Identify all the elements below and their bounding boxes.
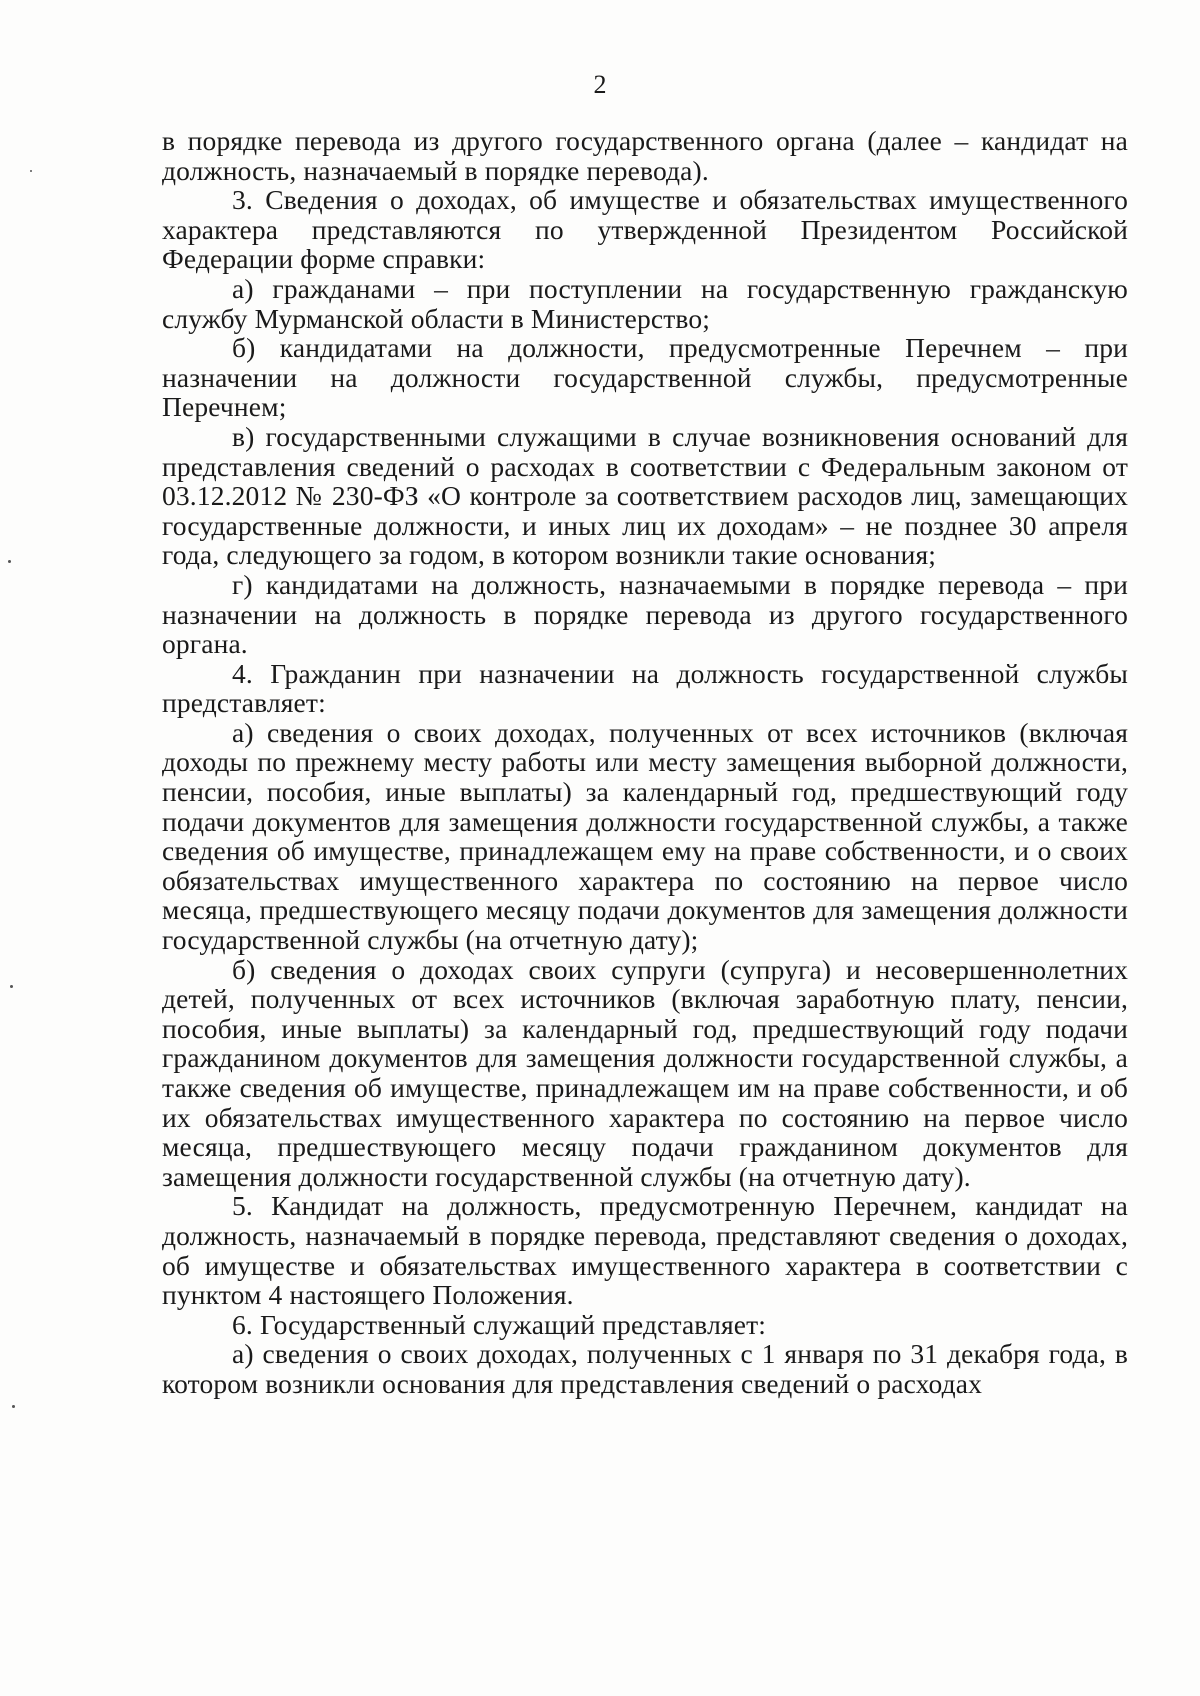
paragraph-item-6a: а) сведения о своих доходах, полученных с 1 января по 31 декабря года, в котором возникли основания для представления сведений о расходах	[162, 1338, 1128, 1399]
document-body	[162, 126, 1128, 1399]
paragraph-item-3g: г) кандидатами на должность, назначаемыми в порядке перевода – при назначении на должность в порядке перевода из другого государственного органа.	[162, 568, 1128, 660]
paragraph-item-4a: а) сведения о своих доходах, полученных от всех источников (включая доходы по прежнему месту работы или месту замещения выборной должности, пенсии, пособия, иные выплаты) за календарный год, предшествующий году подачи документов для замещения должности государственной службы, а также сведения об имуществе, принадлежащем ему на праве собственности, и о своих обязательствах имущественного характера по состоянию на первое число месяца, предшествующего месяцу подачи документов для замещения должности государственной службы (на отчетную дату);	[162, 716, 1128, 956]
page-number: 2	[593, 70, 607, 99]
paragraph-item-4b: б) сведения о доходах своих супруги (супруга) и несовершеннолетних детей, полученных от всех источников (включая заработную плату, пенсии, пособия, иные выплаты) за календарный год, предшествующий году подачи гражданином документов для замещения должности государственной службы, а также сведения об имуществе, принадлежащем им на праве собственности, и об их обязательствах имущественного характера по состоянию на первое число месяца, предшествующего месяцу подачи гражданином документов для замещения должности государственной службы (на отчетную дату).	[162, 953, 1128, 1192]
paragraph-item-6: 6. Государственный служащий представляет:	[232, 1308, 767, 1340]
paragraph-item-3v: в) государственными служащими в случае возникновения оснований для представления сведений о расходах в соответствии с Федеральным законом от 03.12.2012 № 230-ФЗ «О контроле за соответствием расходов лиц, замещающих государственные должности, и иных лиц их доходам» – не позднее 30 апреля года, следующего за годом, в котором возникли такие основания;	[162, 420, 1128, 571]
paragraph-item-4: 4. Гражданин при назначении на должность государственной службы представляет:	[162, 657, 1128, 719]
paragraph-item-3: 3. Сведения о доходах, об имуществе и обязательствах имущественного характера представляются по утвержденной Президентом Российской Федерации форме справки:	[162, 184, 1128, 275]
paragraph-item-5: 5. Кандидат на должность, предусмотренную Перечнем, кандидат на должность, назначаемый в порядке перевода, представляют сведения о доходах, об имуществе и обязательствах имущественного характера в соответствии с пунктом 4 настоящего Положения.	[162, 1190, 1128, 1311]
paragraph-item-3b: б) кандидатами на должности, предусмотренные Перечнем – при назначении на должности государственной службы, предусмотренные Перечнем;	[162, 332, 1128, 423]
scan-speck	[8, 560, 11, 563]
scan-speck	[30, 170, 32, 172]
scan-speck	[12, 1405, 15, 1408]
paragraph-item-3a: а) гражданами – при поступлении на государственную гражданскую службу Мурманской области в Министерство;	[162, 272, 1128, 334]
scan-speck	[10, 985, 13, 988]
paragraph-continuation: в порядке перевода из другого государственного органа (далее – кандидат на должность, назначаемый в порядке перевода).	[162, 125, 1128, 186]
